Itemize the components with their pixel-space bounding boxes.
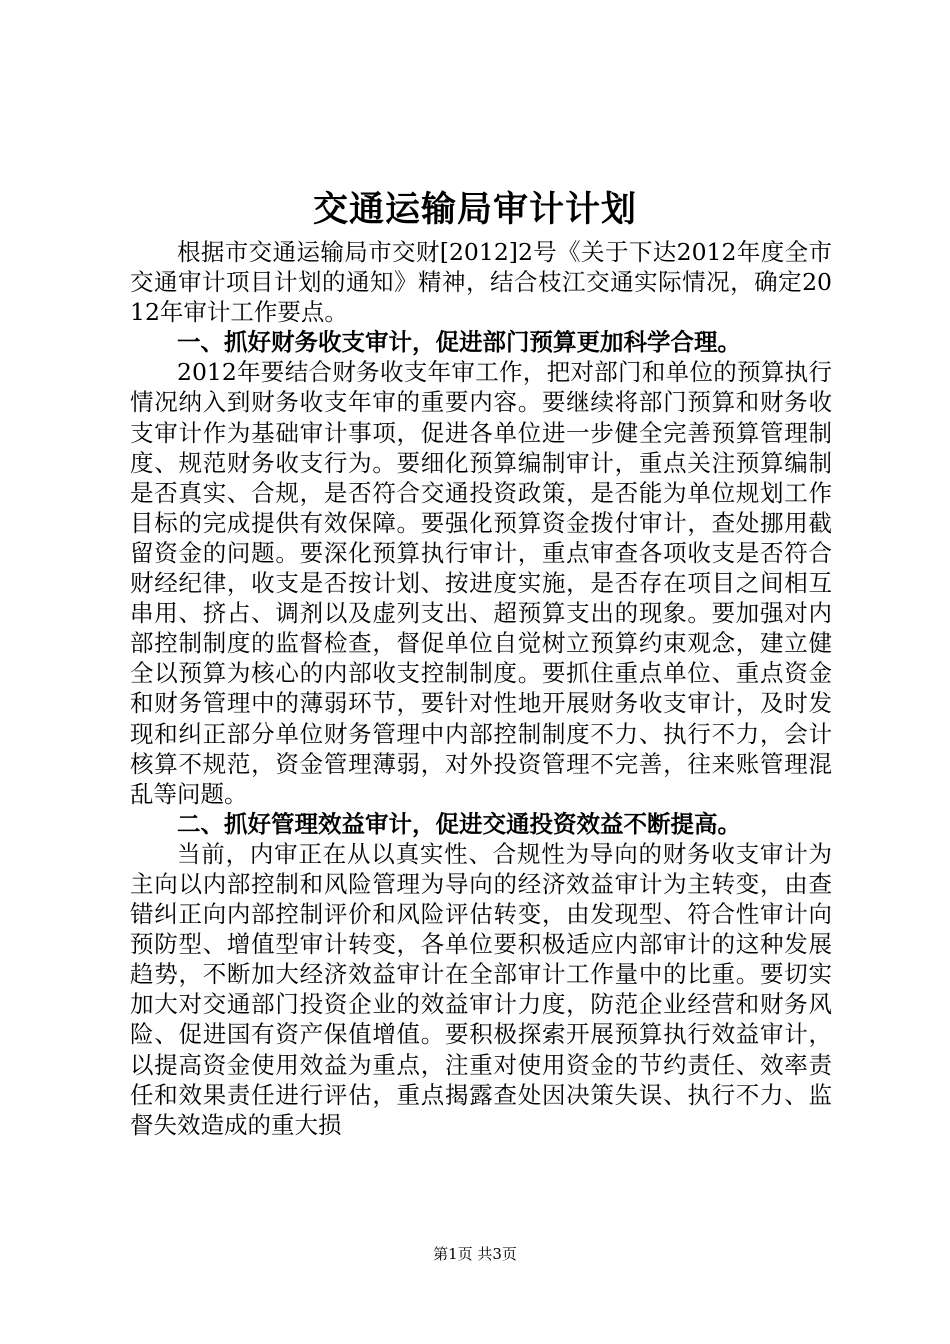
section-1-paragraph: 2012年要结合财务收支年审工作，把对部门和单位的预算执行情况纳入到财务收支年审的重要内容。要继续将部门预算和财务收支审计作为基础审计事项，促进各单位进一步健全完善预算管理制度、规范财务收支行为。要细化预算编制审计，重点关注预算编制是否真实、合规，是否符合交通投资政策，是否能为单位规划工作目标的完成提供有效保障。要强化预算资金拨付审计，查处挪用截留资金的问题。要深化预算执行审计，重点审查各项收支是否符合财经纪律，收支是否按计划、按进度实施，是否存在项目之间相互串用、挤占、调剂以及虚列支出、超预算支出的现象。要加强对内部控制制度的监督检查，督促单位自觉树立预算约束观念，建立健全以预算为核心的内部收支控制制度。要抓住重点单位、重点资金和财务管理中的薄弱环节，要针对性地开展财务收支审计，及时发现和纠正部分单位财务管理中内部控制制度不力、执行不力，会计核算不规范，资金管理薄弱，对外投资管理不完善，往来账管理混乱等问题。	[130, 358, 832, 808]
page-footer: 第1页 共3页	[433, 1245, 517, 1263]
section-1-heading: 一、抓好财务收支审计，促进部门预算更加科学合理。	[177, 328, 741, 357]
intro-paragraph: 根据市交通运输局市交财[2012]2号《关于下达2012年度全市交通审计项目计划的通知》精神，结合枝江交通实际情况，确定2012年审计工作要点。	[130, 238, 832, 327]
document-title: 交通运输局审计计划	[312, 189, 637, 230]
section-2-paragraph: 当前，内审正在从以真实性、合规性为导向的财务收支审计为主向以内部控制和风险管理为导向的经济效益审计为主转变，由查错纠正向内部控制评价和风险评估转变，由发现型、符合性审计向预防型、增值型审计转变，各单位要积极适应内部审计的这种发展趋势，不断加大经济效益审计在全部审计工作量中的比重。要切实加大对交通部门投资企业的效益审计力度，防范企业经营和财务风险、促进国有资产保值增值。要积极探索开展预算执行效益审计，以提高资金使用效益为重点，注重对使用资金的节约责任、效率责任和效果责任进行评估，重点揭露查处因决策失误、执行不力、监督失效造成的重大损	[130, 839, 832, 1139]
section-2-heading: 二、抓好管理效益审计，促进交通投资效益不断提高。	[177, 809, 741, 838]
document-body	[130, 237, 832, 1140]
